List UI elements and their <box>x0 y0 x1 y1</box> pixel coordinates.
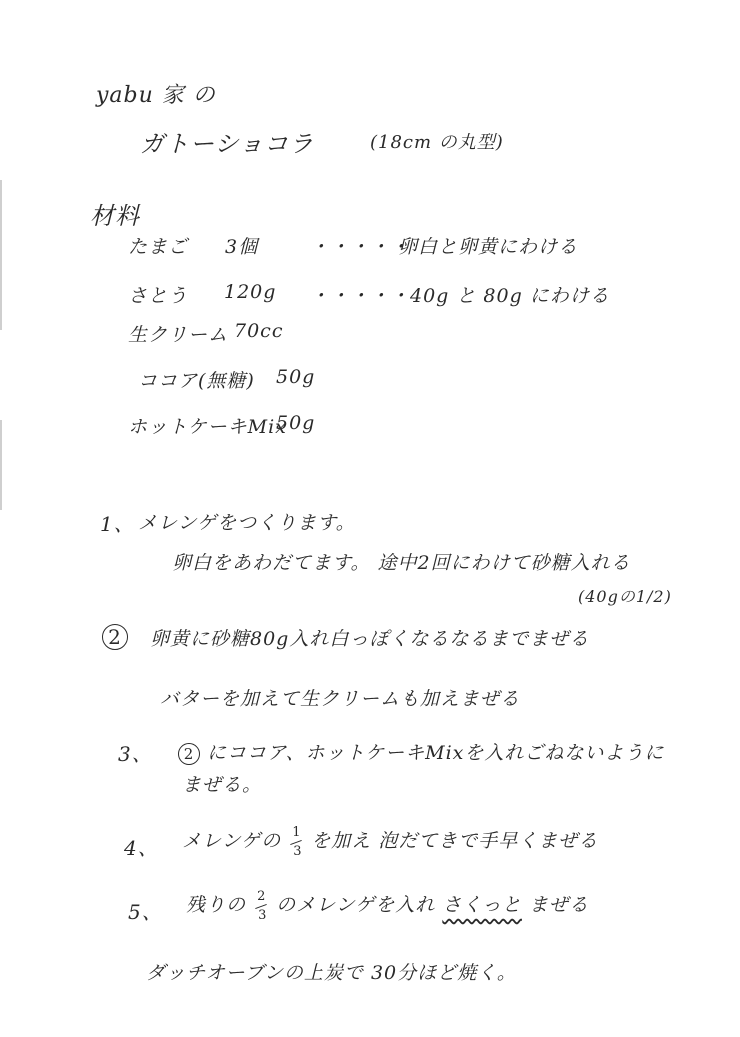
step-number: 3、 <box>118 742 153 766</box>
step-detail: バターを加えて生クリームも加えまぜる <box>160 688 521 710</box>
fraction <box>290 827 302 857</box>
step-text-post: を加え 泡だてきで手早くまぜる <box>311 830 599 852</box>
recipe-owner-title: yabu 家 の <box>96 83 216 108</box>
step-number: 1、 <box>100 512 135 536</box>
step-number: 4、 <box>124 836 159 860</box>
circled-number: 2 <box>178 743 200 765</box>
step-detail: まぜる。 <box>182 774 263 796</box>
emphasis-underlined: さくっと <box>442 894 522 916</box>
ingredient-amount: 120g <box>224 281 277 303</box>
step-text <box>178 738 664 765</box>
fraction-denominator: 3 <box>293 844 303 859</box>
step-text-pre: 残りの <box>186 894 247 916</box>
ingredient-name: 生クリーム <box>128 324 229 346</box>
step-text-body: にココア、ホットケーキMixを入れごねないように <box>207 742 665 764</box>
ingredient-amount: 70cc <box>234 320 284 342</box>
fraction-denominator: 3 <box>258 908 268 923</box>
ingredient-amount: 50g <box>276 412 316 434</box>
ingredient-amount: 3個 <box>225 236 259 258</box>
step-text <box>186 890 589 921</box>
step-text <box>182 826 598 857</box>
ingredient-dots: ・・・・・ <box>310 285 411 307</box>
scan-edge-mark <box>0 180 2 330</box>
step-text: 卵黄に砂糖80g入れ白っぽくなるなるまでまぜる <box>150 628 590 650</box>
ingredient-name: ココア(無糖) <box>138 370 255 392</box>
ingredients-heading: 材料 <box>90 202 140 230</box>
final-instruction: ダッチオーブンの上炭で 30分ほど焼く。 <box>146 962 517 984</box>
scan-edge-mark <box>0 420 2 510</box>
circled-number: 2 <box>102 624 128 650</box>
step-number: 5、 <box>128 900 163 924</box>
ingredient-name: さとう <box>128 285 189 307</box>
step-detail-paren: (40gの1/2) <box>578 587 672 606</box>
step-text: メレンゲをつくります。 <box>138 512 356 534</box>
ingredient-amount: 50g <box>276 366 316 388</box>
ingredient-name: たまご <box>128 236 189 258</box>
ingredient-dots: ・・・・・ <box>310 236 411 258</box>
step-number-circled <box>102 624 128 650</box>
fraction-numerator: 2 <box>257 889 267 904</box>
step-detail: 卵白をあわだてます。 途中2回にわけて砂糖入れる <box>172 552 631 574</box>
ingredient-name: ホットケーキMix <box>128 416 287 438</box>
step-text-post: まぜる <box>528 894 589 916</box>
recipe-name: ガトーショコラ <box>140 130 315 158</box>
ingredient-note: 40g と 80g にわける <box>410 285 610 307</box>
fraction-numerator: 1 <box>292 825 302 840</box>
ingredient-note: 卵白と卵黄にわける <box>398 236 579 258</box>
pan-size-note: (18cm の丸型) <box>370 132 504 153</box>
step-text-mid: のメレンゲを入れ <box>276 894 436 916</box>
fraction <box>255 891 267 921</box>
step-text-pre: メレンゲの <box>182 830 282 852</box>
